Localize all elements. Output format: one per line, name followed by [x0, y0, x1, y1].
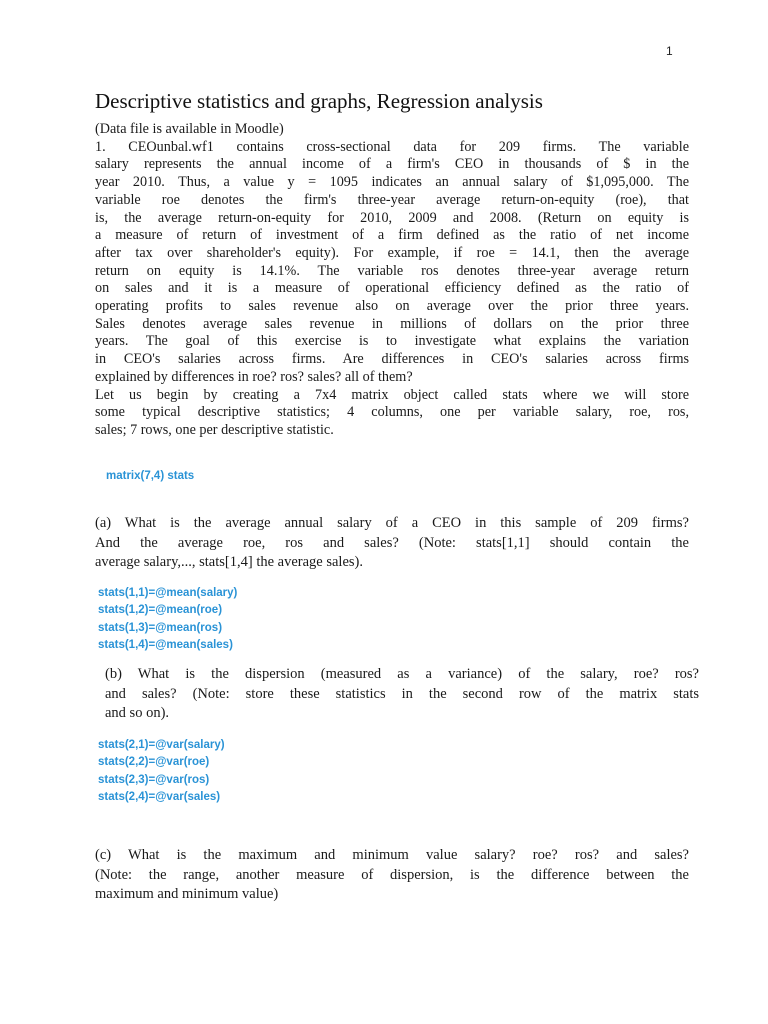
intro-line: return on equity is 14.1%. The variable ros denotes three-year average return [95, 262, 689, 279]
intro-line: Sales denotes average sales revenue in millions of dollars on the prior three [95, 315, 689, 332]
intro-line: salary represents the annual income of a firm's CEO in thousands of $ in the [95, 156, 689, 173]
question-b [105, 665, 699, 724]
intro-line: years. The goal of this exercise is to investigate what explains the variation [95, 333, 689, 350]
question-a-line: (a) What is the average annual salary of a CEO in this sample of 209 firms? [95, 515, 689, 531]
intro-line: explained by differences in roe? ros? sales? all of them? [95, 368, 413, 385]
intro-line: is, the average return-on-equity for 2010, 2009 and 2008. (Return on equity is [95, 209, 689, 226]
intro-line: in CEO's salaries across firms. Are differences in CEO's salaries across firms [95, 351, 689, 368]
question-c-line: (c) What is the maximum and minimum value salary? roe? ros? and sales? [95, 847, 689, 863]
code-line: stats(1,3)=@mean(ros) [98, 621, 223, 634]
code-line: stats(2,4)=@var(sales) [98, 790, 221, 803]
question-b-line: (b) What is the dispersion (measured as a variance) of the salary, roe? ros? [105, 666, 699, 682]
code-block-b [98, 737, 225, 806]
code-line: stats(1,1)=@mean(salary) [98, 587, 238, 599]
code-line: stats(2,2)=@var(roe) [98, 756, 210, 769]
intro-line: after tax over shareholder's equity). For example, if roe = 14.1, then the average [95, 244, 689, 261]
intro-line: operating profits to sales revenue also on average over the prior three years. [95, 298, 689, 315]
code-matrix-line: matrix(7,4) stats [106, 470, 195, 482]
intro-line: sales; 7 rows, one per descriptive statistic. [95, 421, 334, 438]
code-line: stats(1,4)=@mean(sales) [98, 638, 233, 651]
intro-line: a measure of return of investment of a firm defined as the ratio of net income [95, 227, 689, 244]
code-line: stats(1,2)=@mean(roe) [98, 604, 223, 617]
code-block-a [98, 585, 237, 654]
intro-line: variable roe denotes the firm's three-year average return-on-equity (roe), that [95, 191, 689, 208]
intro-line: 1. CEOunbal.wf1 contains cross-sectional data for 209 firms. The variable [95, 138, 689, 155]
question-c [95, 846, 689, 905]
code-line: stats(2,1)=@var(salary) [98, 739, 225, 751]
question-b-line: and sales? (Note: store these statistics in the second row of the matrix stats [105, 685, 699, 702]
question-c-line: maximum and minimum value) [95, 886, 279, 903]
intro-line: (Data file is available in Moodle) [95, 121, 284, 137]
page-number: 1 [666, 44, 673, 58]
question-a [95, 514, 689, 573]
question-c-line: (Note: the range, another measure of dispersion, is the difference between the [95, 866, 689, 883]
intro-line: Let us begin by creating a 7x4 matrix object called stats where we will store [95, 386, 689, 403]
question-b-line: and so on). [105, 705, 170, 722]
question-a-line: average salary,..., stats[1,4] the average sales). [95, 554, 363, 571]
question-a-line: And the average roe, ros and sales? (Note: stats[1,1] should contain the [95, 534, 689, 551]
intro-line: on sales and it is a measure of operational efficiency defined as the ratio of [95, 280, 689, 297]
code-line: stats(2,3)=@var(ros) [98, 773, 210, 786]
intro-line: year 2010. Thus, a value y = 1095 indicates an annual salary of $1,095,000. The [95, 174, 689, 191]
intro-line: some typical descriptive statistics; 4 columns, one per variable salary, roe, ros, [95, 404, 689, 421]
intro-paragraph [95, 121, 689, 440]
page-title: Descriptive statistics and graphs, Regression analysis [95, 89, 543, 113]
